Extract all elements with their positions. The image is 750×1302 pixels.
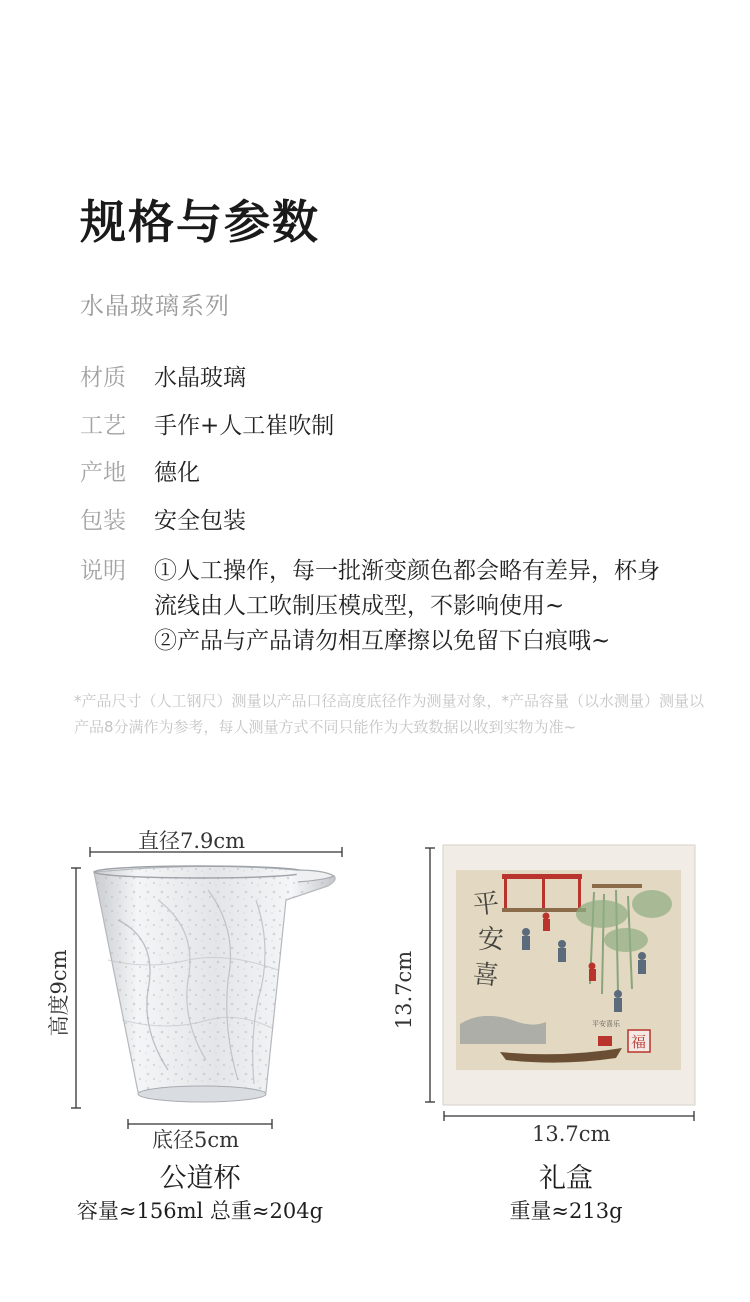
svg-text:平安喜乐: 平安喜乐 [592, 1020, 620, 1028]
spec-value: 安全包装 [154, 508, 246, 534]
spec-row-material [80, 361, 246, 396]
pitcher-height-label: 高度9cm [47, 949, 71, 1037]
giftbox-height-label: 13.7cm [392, 950, 416, 1030]
spec-row-origin [80, 456, 200, 491]
pitcher-stats: 容量≈156ml 总重≈204g [76, 1199, 324, 1223]
spec-key: 工艺 [80, 413, 126, 439]
giftbox-seal-text: 平 [471, 888, 501, 921]
description-line: ②产品与产品请勿相互摩擦以免留下白痕哦~ [154, 628, 611, 654]
spec-value: 手作+人工崔吹制 [154, 413, 335, 439]
description-line: ①人工操作，每一批渐变颜色都会略有差异，杯身 [154, 558, 660, 584]
fu-seal-text: 福 [631, 1033, 647, 1051]
description-text [154, 554, 660, 659]
series-subtitle: 水晶玻璃系列 [80, 292, 230, 320]
spec-key: 产地 [80, 460, 126, 486]
giftbox-height-line [424, 846, 436, 1104]
spec-value: 水晶玻璃 [154, 365, 246, 391]
spec-key: 材质 [80, 365, 126, 391]
spec-key: 包装 [80, 508, 126, 534]
spec-row-packaging [80, 504, 246, 539]
giftbox-image [442, 844, 696, 1106]
pitcher-diameter-line [84, 846, 348, 858]
giftbox-name: 礼盒 [539, 1163, 593, 1194]
glass-pitcher-image [88, 860, 340, 1110]
giftbox-seal-text: 喜 [471, 959, 501, 992]
giftbox-width-label: 13.7cm [532, 1122, 611, 1146]
spec-key: 说明 [80, 558, 126, 584]
giftbox-seal-text: 安 [478, 925, 505, 955]
giftbox-width-line [442, 1110, 696, 1122]
pitcher-base-label: 底径5cm [152, 1128, 240, 1152]
description-line: 流线由人工吹制压模成型，不影响使用~ [154, 593, 565, 619]
page-title: 规格与参数 [80, 195, 320, 249]
pitcher-name: 公道杯 [159, 1163, 241, 1194]
spec-value: 德化 [154, 460, 200, 486]
spec-row-craft [80, 409, 334, 444]
spec-row-description [80, 554, 660, 659]
pitcher-diameter-label: 直径7.9cm [138, 829, 246, 853]
measurement-note: *产品尺寸（人工钢尺）测量以产品口径高度底径作为测量对象，*产品容量（以水测量）测量以产品8分满作为参考，每人测量方式不同只能作为大致数据以收到实物为准~ [74, 692, 705, 736]
giftbox-stats: 重量≈213g [509, 1199, 623, 1223]
